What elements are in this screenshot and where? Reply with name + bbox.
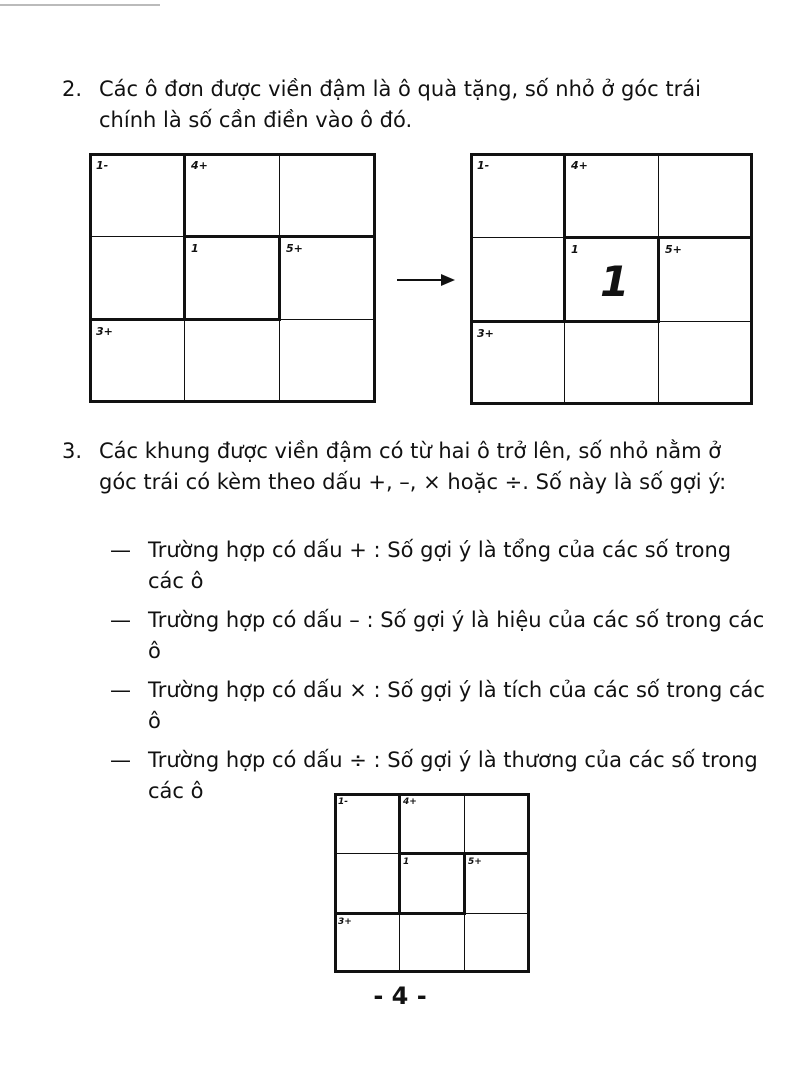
paragraph-2-number: 2. <box>62 77 83 101</box>
grid-border <box>527 793 530 973</box>
bullet-item <box>110 605 770 675</box>
clue-label: 3+ <box>338 917 352 927</box>
grid-line <box>89 236 185 237</box>
grid-cell <box>399 853 464 913</box>
grid-cell <box>334 913 399 973</box>
bullet-item <box>110 675 770 745</box>
filled-value: 1 <box>600 257 630 306</box>
clue-label: 4+ <box>191 159 208 172</box>
grid-line <box>184 319 185 403</box>
grid-line <box>464 913 465 973</box>
grid-cell <box>464 853 529 913</box>
clue-label: 4+ <box>571 159 588 172</box>
bullet-text: Trường hợp có dấu + : Số gợi ý là tổng của các số trong các ô <box>148 538 732 593</box>
grid-border <box>334 793 337 973</box>
grid-cell <box>334 793 399 853</box>
clue-label: 1- <box>477 159 490 172</box>
bullet-text: Trường hợp có dấu – : Số gợi ý là hiệu của các số trong các ô <box>148 608 765 663</box>
grid-line <box>658 153 659 237</box>
grid-line <box>279 153 280 237</box>
bullet-text: Trường hợp có dấu ÷ : Số gợi ý là thương của các số trong các ô <box>148 748 758 803</box>
grid-cell <box>564 153 658 237</box>
top-rule <box>0 4 160 6</box>
grid-cell <box>184 153 279 236</box>
grid-border <box>470 153 473 405</box>
clue-label: 1- <box>96 159 109 172</box>
grid-border <box>373 153 376 403</box>
grid-border <box>750 153 753 405</box>
grid-line <box>279 319 376 320</box>
clue-label: 5+ <box>665 243 682 256</box>
clue-label: 1 <box>571 243 579 256</box>
grid-line <box>278 235 281 321</box>
grid-cell <box>564 237 658 321</box>
bullet-list <box>110 535 770 815</box>
puzzle-grid-before <box>89 153 376 403</box>
grid-cell <box>89 319 184 402</box>
grid-line <box>470 320 660 323</box>
grid-line <box>279 319 280 403</box>
clue-label: 3+ <box>477 327 494 340</box>
grid-line <box>464 793 465 853</box>
grid-border <box>89 153 92 403</box>
grid-cell <box>470 153 564 237</box>
clue-label: 5+ <box>286 242 303 255</box>
clue-label: 5+ <box>468 857 482 867</box>
paragraph-3-text: Các khung được viền đậm có từ hai ô trở lên, số nhỏ nằm ở góc trái có kèm theo dấu +, –, × hoặc ÷. Số này là số gợi ý: <box>99 439 727 494</box>
bullet-item <box>110 535 770 605</box>
grid-line <box>463 852 466 915</box>
puzzle-grid-small <box>334 793 530 973</box>
grid-cell <box>470 321 564 405</box>
grid-line <box>470 237 565 238</box>
grid-line <box>658 321 753 322</box>
clue-label: 4+ <box>403 797 417 807</box>
grid-border <box>89 400 376 403</box>
clue-label: 1- <box>338 797 348 807</box>
grid-line <box>564 321 565 405</box>
grid-cell <box>279 236 374 319</box>
grid-border <box>334 793 530 796</box>
grid-border <box>470 402 753 405</box>
clue-label: 1 <box>191 242 199 255</box>
grid-cell <box>89 153 184 236</box>
bullet-text: Trường hợp có dấu × : Số gợi ý là tích của các số trong các ô <box>148 678 765 733</box>
grid-line <box>464 913 530 914</box>
grid-border <box>470 153 753 156</box>
grid-cell <box>399 793 464 853</box>
grid-line <box>399 913 400 973</box>
grid-line <box>657 236 660 323</box>
clue-label: 3+ <box>96 325 113 338</box>
paragraph-2-text: Các ô đơn được viền đậm là ô quà tặng, số nhỏ ở góc trái chính là số cần điền vào ô đó. <box>99 77 701 132</box>
bullet-dash: — <box>110 748 131 772</box>
grid-line <box>658 321 659 405</box>
bullet-dash: — <box>110 678 131 702</box>
paragraph-3-number: 3. <box>62 439 83 463</box>
clue-label: 1 <box>403 857 410 867</box>
grid-line <box>334 912 466 915</box>
bullet-dash: — <box>110 608 131 632</box>
arrow-right-icon <box>397 272 455 288</box>
grid-border <box>334 970 530 973</box>
bullet-dash: — <box>110 538 131 562</box>
grid-cell <box>658 237 752 321</box>
grid-cell <box>184 236 279 319</box>
grid-line <box>89 318 281 321</box>
puzzle-grid-after <box>470 153 753 405</box>
grid-border <box>89 153 376 156</box>
grid-line <box>334 853 400 854</box>
page-number: - 4 - <box>373 982 427 1010</box>
